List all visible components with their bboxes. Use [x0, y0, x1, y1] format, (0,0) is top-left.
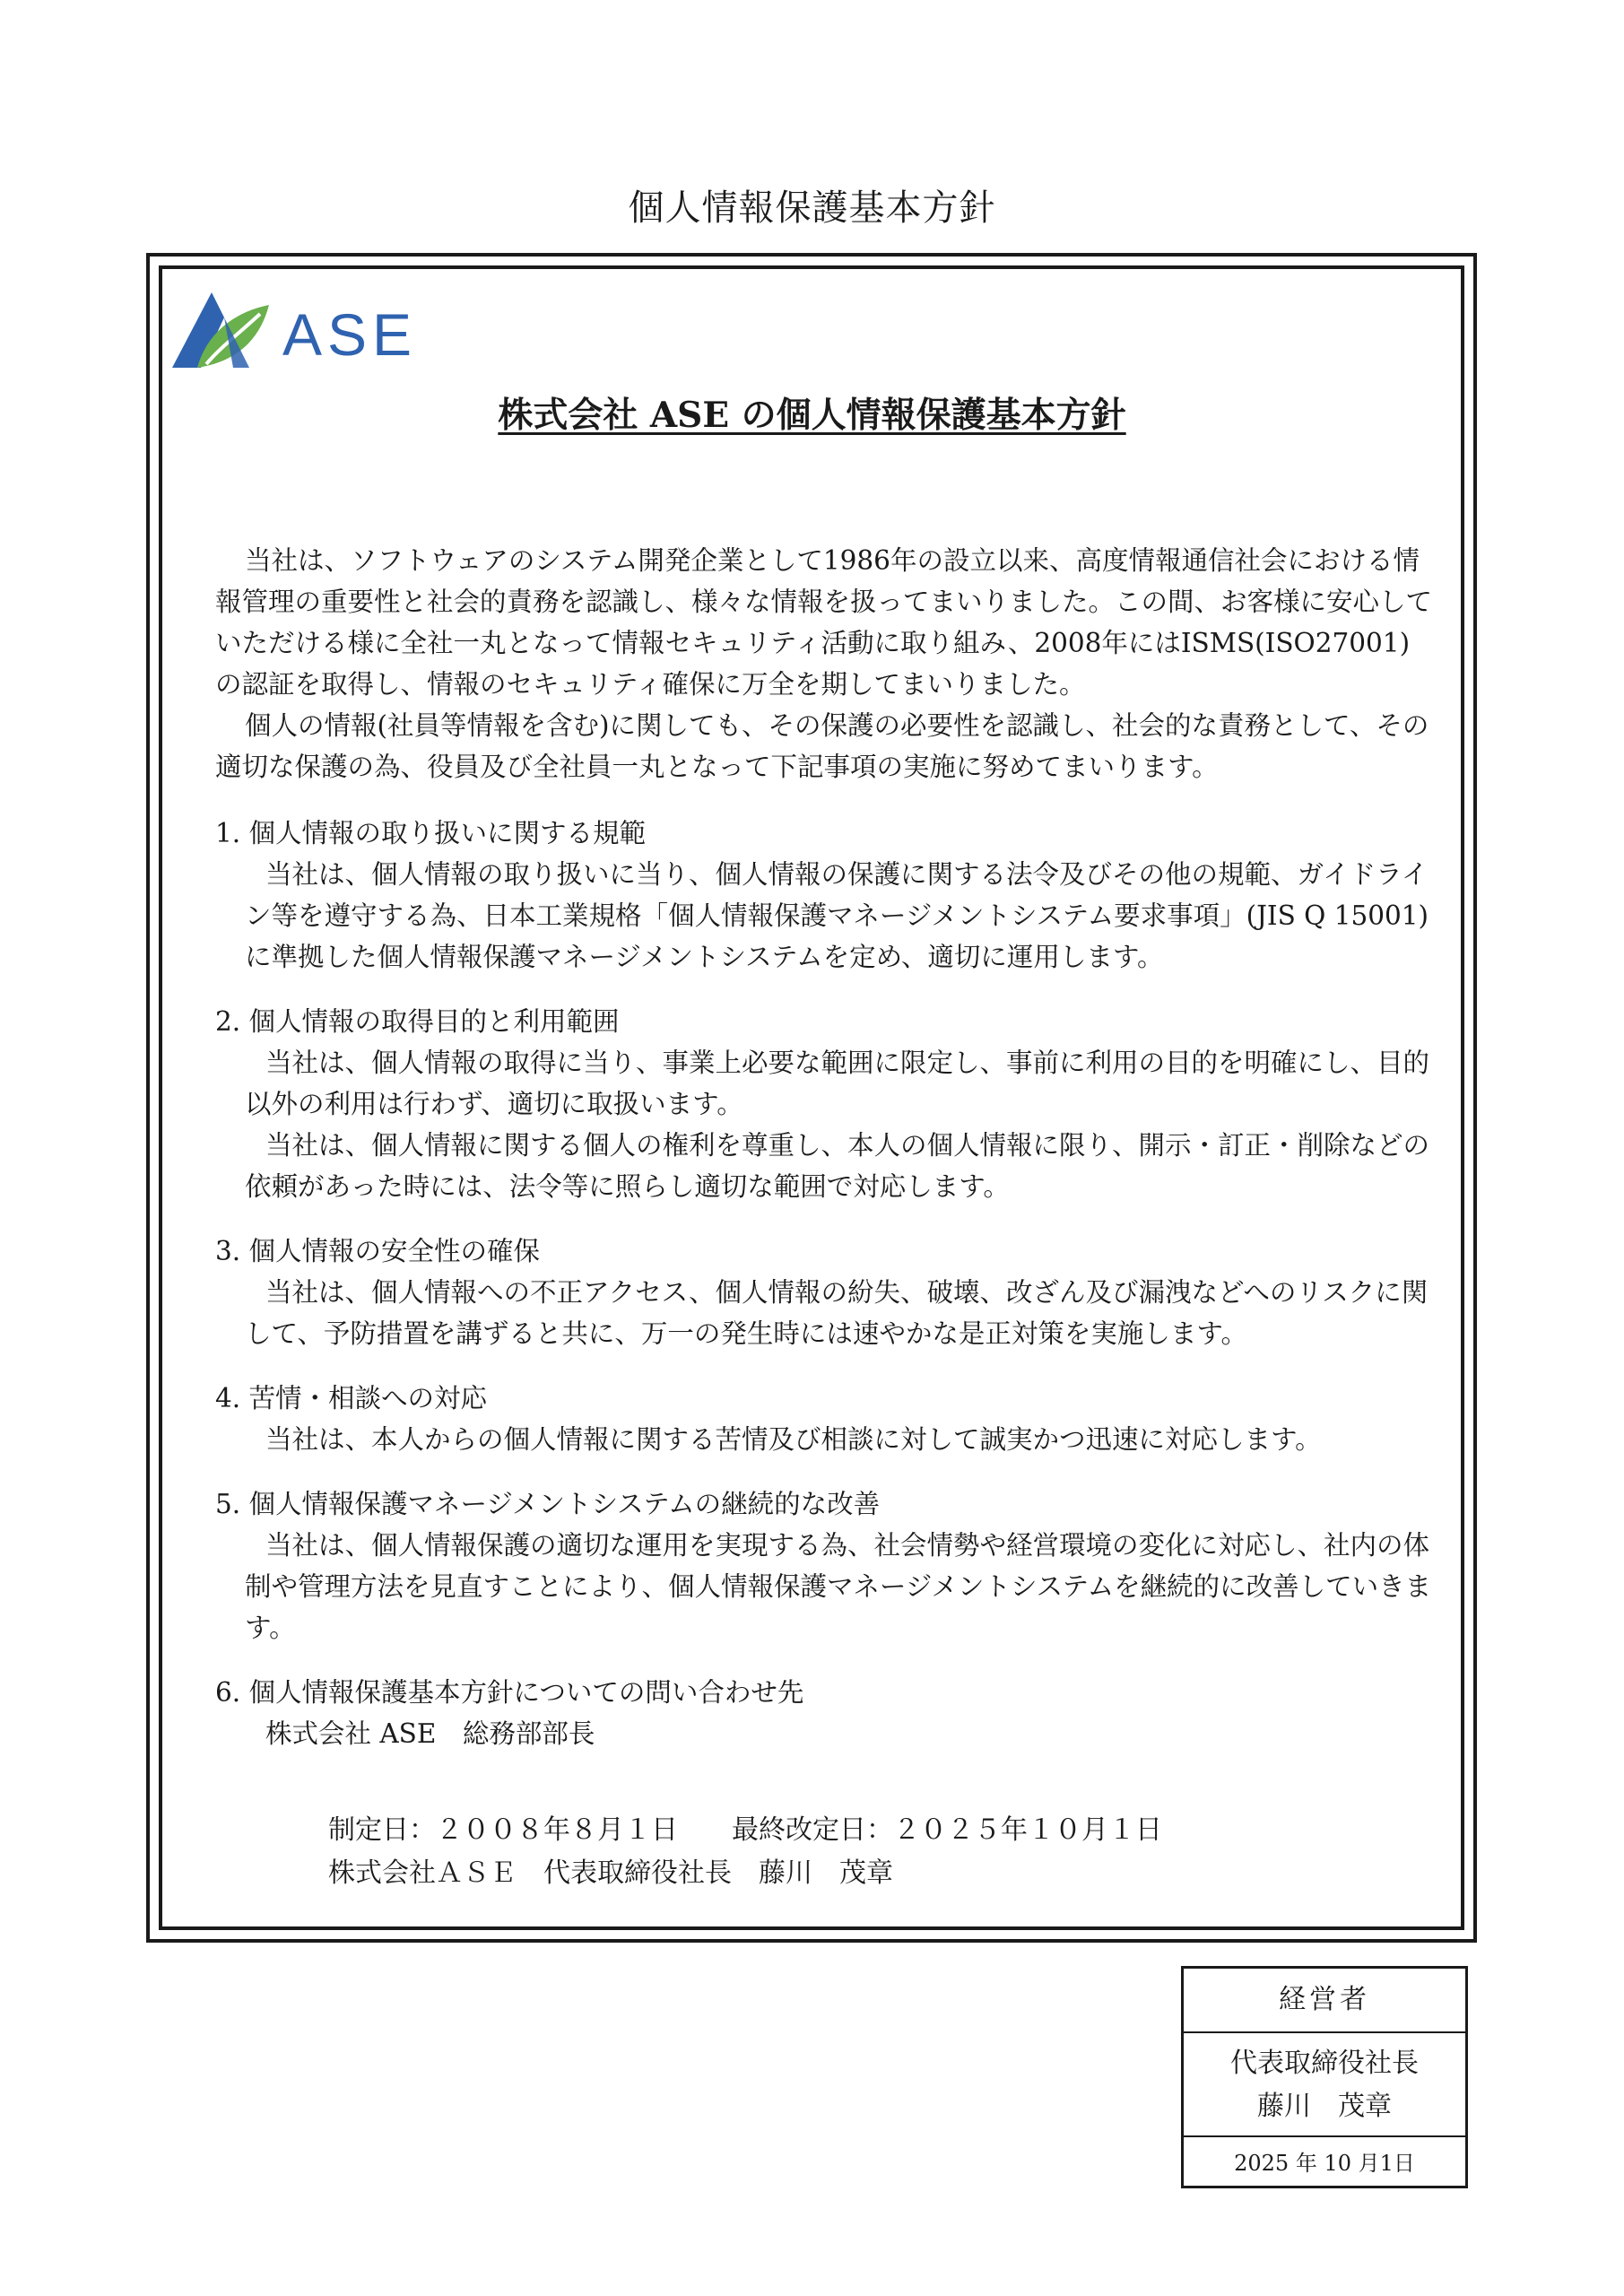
section-5	[215, 1483, 1435, 1648]
section-title: 1. 個人情報の取り扱いに関する規範	[215, 818, 647, 848]
intro-paragraph: 個人の情報(社員等情報を含む)に関しても、その保護の必要性を認識し、社会的な責務として、その適切な保護の為、役員及び全社員一丸となって下記事項の実施に努めてまいります。	[215, 710, 1429, 782]
signatory: 株式会社ＡＳＥ 代表取締役社長 藤川 茂章	[328, 1857, 893, 1889]
section-paragraph: 当社は、個人情報に関する個人の権利を尊重し、本人の個人情報に限り、開示・訂正・削除などの依頼があった時には、法令等に照らし適切な範囲で対応します。	[245, 1130, 1430, 1202]
section-title: 2. 個人情報の取得目的と利用範囲	[215, 1006, 620, 1037]
section-title: 3. 個人情報の安全性の確保	[215, 1236, 541, 1266]
approval-role: 代表取締役社長	[1230, 2048, 1419, 2079]
approval-name: 藤川 茂章	[1257, 2091, 1392, 2122]
approval-header: 経営者	[1184, 1969, 1465, 2033]
policy-heading: 株式会社 ASE の個人情報保護基本方針	[498, 395, 1126, 436]
approval-date: 2025 年 10 月1日	[1234, 2151, 1415, 2176]
approval-signer	[1184, 2033, 1465, 2137]
revision-dates: 制定日：２００８年８月１日 最終改定日：２０２５年１０月１日	[328, 1814, 1162, 1846]
section-2	[215, 1001, 1435, 1207]
document-title: 個人情報保護基本方針	[628, 187, 996, 229]
section-1	[215, 813, 1435, 978]
section-title: 6. 個人情報保護基本方針についての問い合わせ先	[215, 1677, 804, 1708]
section-paragraph: 当社は、個人情報への不正アクセス、個人情報の紛失、破壊、改ざん及び漏洩などへのリスクに関して、予防措置を講ずると共に、万一の発生時には速やかな是正対策を実施します。	[245, 1277, 1429, 1349]
intro-paragraph: 当社は、ソフトウェアのシステム開発企業として1986年の設立以来、高度情報通信社会における情報管理の重要性と社会的責務を認識し、様々な情報を扱ってまいりました。この間、お客様に安心していただける様に全社一丸となって情報セキュリティ活動に取り組み、2008年にはISMS(ISO27001)の認証を取得し、情報のセキュリティ確保に万全を期してまいりました。	[215, 545, 1433, 700]
signature-block	[328, 1809, 1162, 1895]
logo-text: ASE	[282, 301, 418, 368]
policy-sections	[215, 813, 1435, 1754]
section-title: 5. 個人情報保護マネージメントシステムの継続的な改善	[215, 1489, 881, 1519]
section-paragraph: 当社は、個人情報の取得に当り、事業上必要な範囲に限定し、事前に利用の目的を明確にし、目的以外の利用は行わず、適切に取扱います。	[245, 1048, 1430, 1119]
intro-block	[215, 540, 1435, 787]
ase-logo	[170, 285, 475, 375]
section-3	[215, 1231, 1435, 1354]
section-6	[215, 1672, 1435, 1754]
ase-logo-icon	[170, 285, 475, 375]
section-paragraph: 当社は、本人からの個人情報に関する苦情及び相談に対して誠実かつ迅速に対応します。	[265, 1424, 1322, 1455]
section-title: 4. 苦情・相談への対応	[215, 1383, 488, 1413]
contact-line: 株式会社 ASE 総務部部長	[265, 1718, 595, 1749]
section-4	[215, 1378, 1435, 1460]
section-paragraph: 当社は、個人情報の取り扱いに当り、個人情報の保護に関する法令及びその他の規範、ガイドライン等を遵守する為、日本工業規格「個人情報保護マネージメントシステム要求事項」(JIS Q 15001)に準拠した個人情報保護マネージメントシステムを定め、適切に運用します。	[245, 859, 1429, 972]
approval-box	[1181, 1966, 1468, 2188]
section-paragraph: 当社は、個人情報保護の適切な運用を実現する為、社会情勢や経営環境の変化に対応し、社内の体制や管理方法を見直すことにより、個人情報保護マネージメントシステムを継続的に改善していきます。	[245, 1530, 1432, 1643]
